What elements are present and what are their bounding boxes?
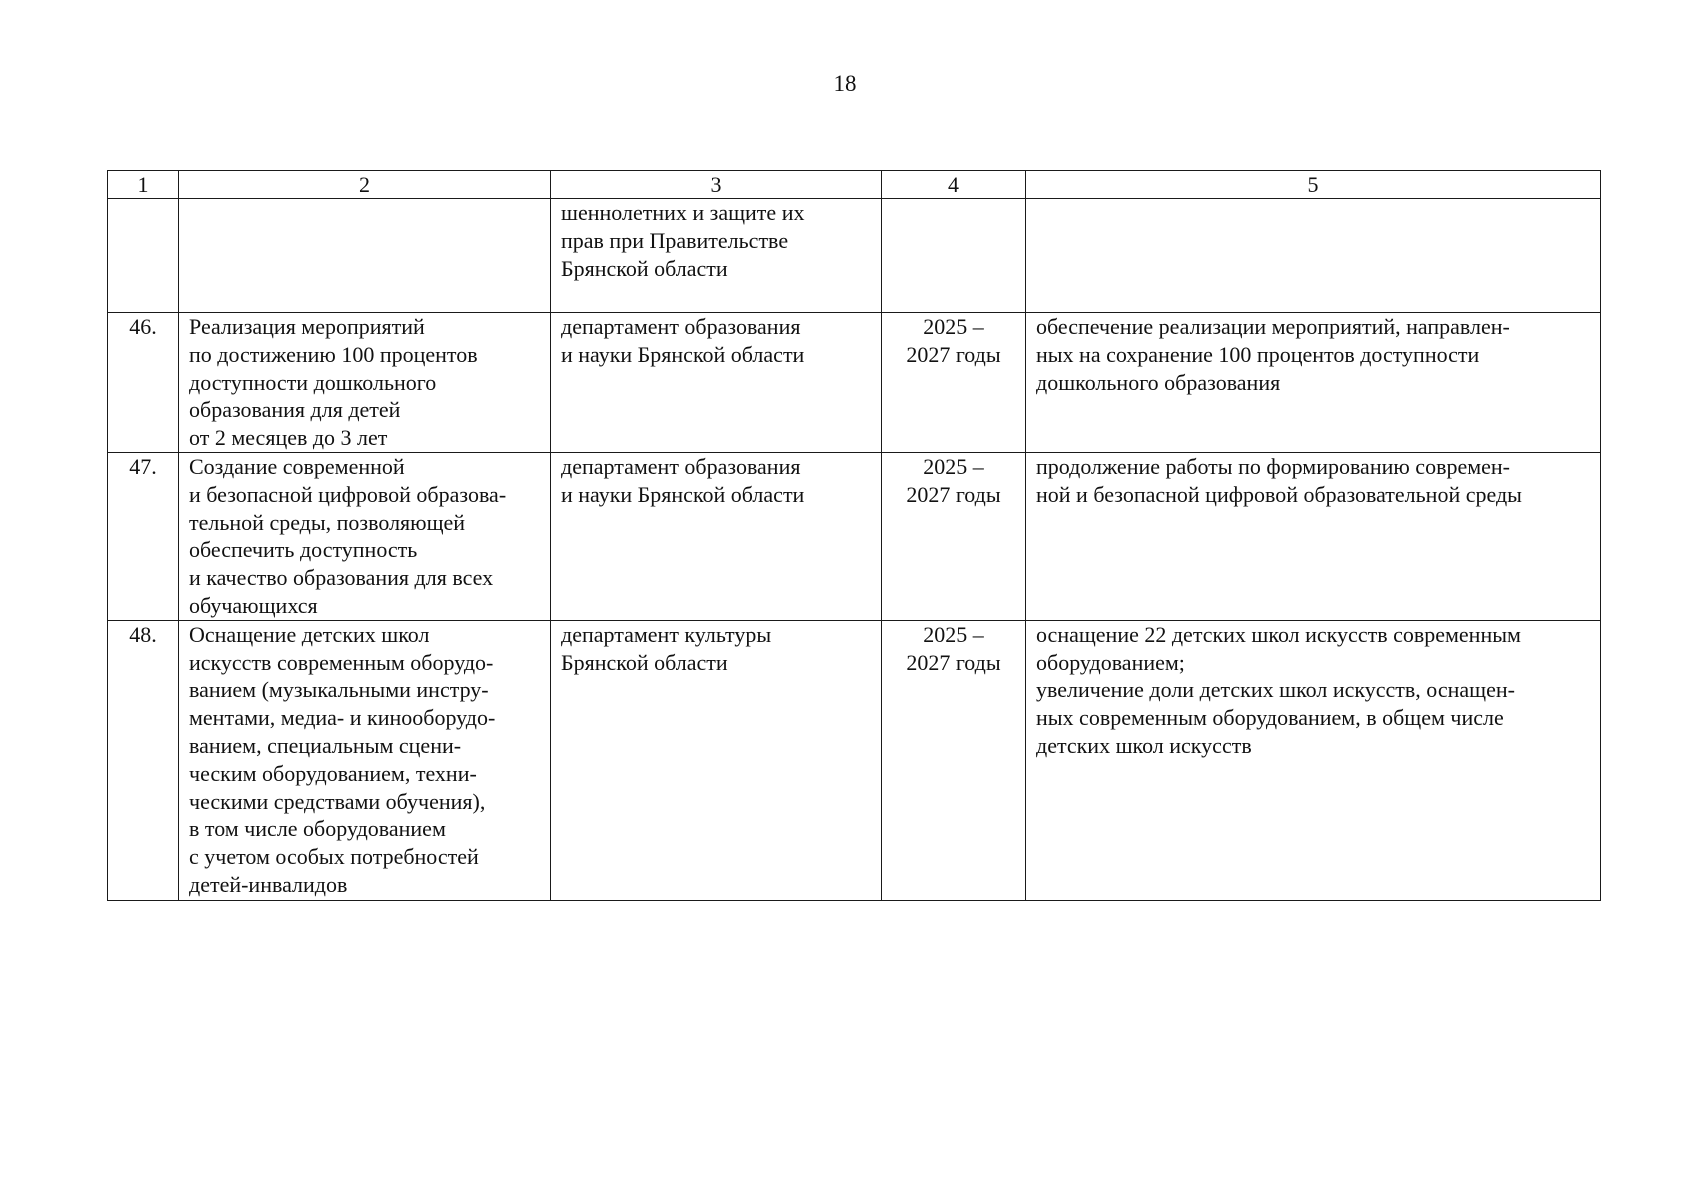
row-number-cell: 46.	[108, 313, 179, 453]
row-number-cell	[108, 199, 179, 313]
measures-table	[107, 170, 1601, 901]
column-number-row	[108, 171, 1601, 199]
result-cell: продолжение работы по формированию современ- ной и безопасной цифровой образовательной среды	[1026, 453, 1601, 621]
period-cell: 2025 – 2027 годы	[882, 620, 1026, 900]
table-row	[108, 620, 1601, 900]
page-number: 18	[833, 71, 857, 96]
executor-cell: департамент образования и науки Брянской области	[551, 453, 882, 621]
column-header: 3	[551, 171, 882, 199]
column-header: 1	[108, 171, 179, 199]
row-number-cell: 47.	[108, 453, 179, 621]
measure-cell: Реализация мероприятий по достижению 100 процентов доступности дошкольного образования для детей от 2 месяцев до 3 лет	[179, 313, 551, 453]
result-cell: оснащение 22 детских школ искусств современным оборудованием; увеличение доли детских школ искусств, оснащен- ных современным оборудованием, в общем числе детских школ искусств	[1026, 620, 1601, 900]
column-header: 4	[882, 171, 1026, 199]
period-cell	[882, 199, 1026, 313]
row-number-cell: 48.	[108, 620, 179, 900]
result-cell	[1026, 199, 1601, 313]
executor-cell: департамент образования и науки Брянской области	[551, 313, 882, 453]
measure-cell: Оснащение детских школ искусств современным оборудо- ванием (музыкальными инстру- ментами, медиа- и кинооборудо- ванием, специальным сцени- ческим оборудованием, техни- ческими средствами обучения), в том числе оборудованием с учетом особых потребностей детей-инвалидов	[179, 620, 551, 900]
period-cell: 2025 – 2027 годы	[882, 313, 1026, 453]
table-row	[108, 313, 1601, 453]
result-cell: обеспечение реализации мероприятий, направлен- ных на сохранение 100 процентов доступности дошкольного образования	[1026, 313, 1601, 453]
executor-cell: департамент культуры Брянской области	[551, 620, 882, 900]
measure-cell	[179, 199, 551, 313]
column-header: 5	[1026, 171, 1601, 199]
column-header: 2	[179, 171, 551, 199]
executor-cell: шеннолетних и защите их прав при Правительстве Брянской области	[551, 199, 882, 313]
table-row-continuation	[108, 199, 1601, 313]
measure-cell: Создание современной и безопасной цифровой образова- тельной среды, позволяющей обеспечить доступность и качество образования для всех обучающихся	[179, 453, 551, 621]
table-row	[108, 453, 1601, 621]
period-cell: 2025 – 2027 годы	[882, 453, 1026, 621]
